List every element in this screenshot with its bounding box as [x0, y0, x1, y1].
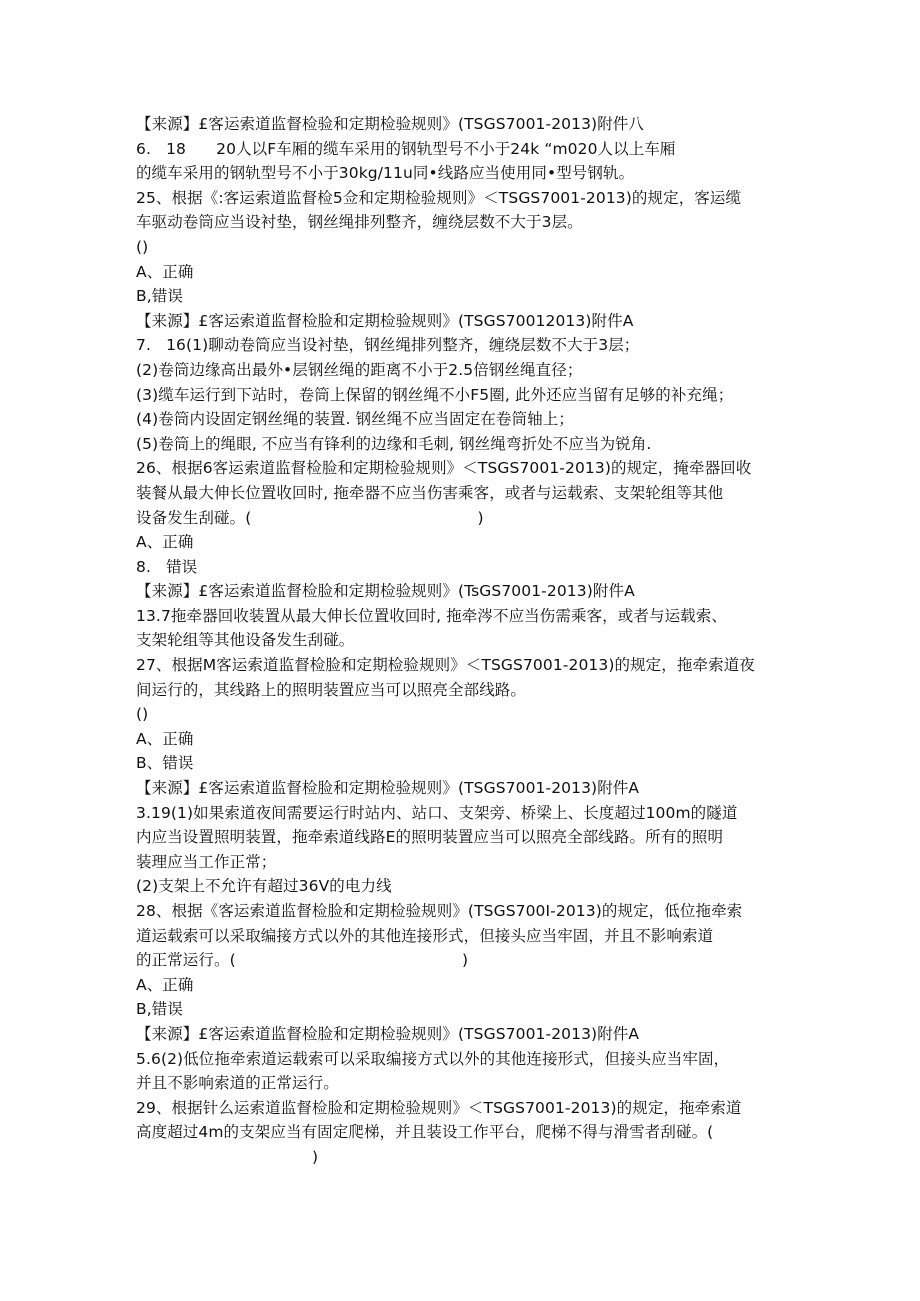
text-line: 车驱动卷筒应当设衬垫，钢丝绳排列整齐，缠绕层数不大于3层。: [136, 213, 583, 232]
text-line: 设备发生刮碰。( ): [136, 508, 484, 527]
document-body: [136, 112, 786, 1170]
text-line: 道运载索可以采取编接方式以外的其他连接形式，但接头应当牢固，并且不影响索道: [136, 926, 714, 945]
text-line: 内应当设置照明装置，拖牵索道线路E的照明装置应当可以照亮全部线路。所有的照明: [136, 828, 724, 847]
text-line: (2)卷筒边缘高出最外•层钢丝绳的距离不小于2.5倍钢丝绳直径；: [136, 360, 583, 379]
text-line: 支架轮组等其他设备发生刮碰。: [136, 631, 355, 650]
text-line: (4)卷筒内设固定钢丝绳的装置. 钢丝绳不应当固定在卷筒轴上；: [136, 410, 574, 429]
option-b: 8. 错误: [136, 557, 198, 576]
question-26: 26、根据6客运索道监督检脸和定期检验规则》＜TSGS7001-2013)的规定，掩牵器回收: [136, 459, 752, 478]
option-a: A、正确: [136, 975, 194, 994]
option-a: A、正确: [136, 533, 194, 552]
question-27: 27、根据M客运索道监督检脸和定期检验规则》＜TSGS7001-2013)的规定，拖牵索道夜: [136, 656, 755, 675]
text-line: 【来源】£客运索道监督检验和定期检验规则》(TSGS7001-2013)附件八: [136, 115, 644, 133]
text-line: 间运行的，其线路上的照明装置应当可以照亮全部线路。: [136, 680, 527, 699]
answer-blank: (): [136, 237, 149, 256]
question-28: 28、根据《客运索道监督检脸和定期检验规则》(TSGS700I-2013)的规定，低位拖牵索: [136, 902, 743, 920]
answer-blank: ): [136, 1147, 319, 1166]
text-line: 并且不影响索道的正常运行。: [136, 1074, 339, 1093]
text-line: 13.7拖牵器回收装置从最大伸长位置收回时, 拖牵涔不应当伤需乘客，或者与运载索、: [136, 606, 727, 625]
option-a: A、正确: [136, 729, 194, 748]
text-line: (2)支架上不允许有超过36V的电力线: [136, 877, 392, 896]
text-line: 5.6(2)低位拖牵索道运载索可以采取编接方式以外的其他连接形式，但接头应当牢固，: [136, 1049, 730, 1068]
option-b: B,错误: [136, 287, 183, 306]
source-line: 【来源】£客运索道监督检脸和定期检验规则》(TSGS7001-2013)附件A: [136, 779, 640, 798]
source-line: 【来源】£客运索道监督检脸和定期检验规则》(TSGS70012013)附件A: [136, 311, 634, 330]
option-b: B、错误: [136, 754, 194, 773]
text-line: 装餐从最大伸长位置收回时, 拖牵器不应当伤害乘客，或者与运载索、支架轮组等其他: [136, 483, 724, 502]
text-line: 高度超过4m的支架应当有固定爬梯，并且装设工作平台，爬梯不得与滑雪者刮碰。(: [136, 1123, 714, 1142]
text-line: (3)缆车运行到下站时，卷筒上保留的钢丝绳不小F5圈, 此外还应当留有足够的补充绳；: [136, 385, 734, 404]
text-line: (5)卷筒上的绳眼, 不应当有锋利的边缘和毛刺, 钢丝绳弯折处不应当为锐角.: [136, 434, 652, 453]
option-b: B,错误: [136, 1000, 183, 1019]
text-line: 7. 16(1)聊动卷筒应当设衬垫，钢丝绳排列整齐，缠绕层数不大于3层；: [136, 336, 640, 355]
question-29: 29、根据针么运索道监督检脸和定期检验规则》＜TSGS7001-2013)的规定，拖牵索道: [136, 1098, 742, 1117]
text-line: 6. 18 20人以F车厢的缆车采用的钢轨型号不小于24k “m020人以上车厢: [136, 139, 676, 158]
source-line: 【来源】£客运索道监督检脸和定期检验规则》(TsGS7001-2013)附件A: [136, 582, 635, 601]
question-25: 25、根据《:客运索道监督检5佥和定期检验规则》＜TSGS7001-2013)的规定，客运缆: [136, 188, 742, 207]
source-line: 【来源】£客运索道监督检脸和定期检验规则》(TSGS7001-2013)附件A: [136, 1024, 640, 1043]
answer-blank: (): [136, 705, 149, 724]
text-line: 装理应当工作正常；: [136, 852, 277, 871]
text-line: 的缆车采用的钢轨型号不小于30kg/11u同•线路应当使用同•型号钢轨。: [136, 164, 635, 183]
option-a: A、正确: [136, 262, 194, 281]
text-line: 的正常运行。( ): [136, 951, 469, 970]
text-line: 3.19(1)如果索道夜间需要运行时站内、站口、支架旁、桥梁上、长度超过100m的隧道: [136, 803, 738, 822]
